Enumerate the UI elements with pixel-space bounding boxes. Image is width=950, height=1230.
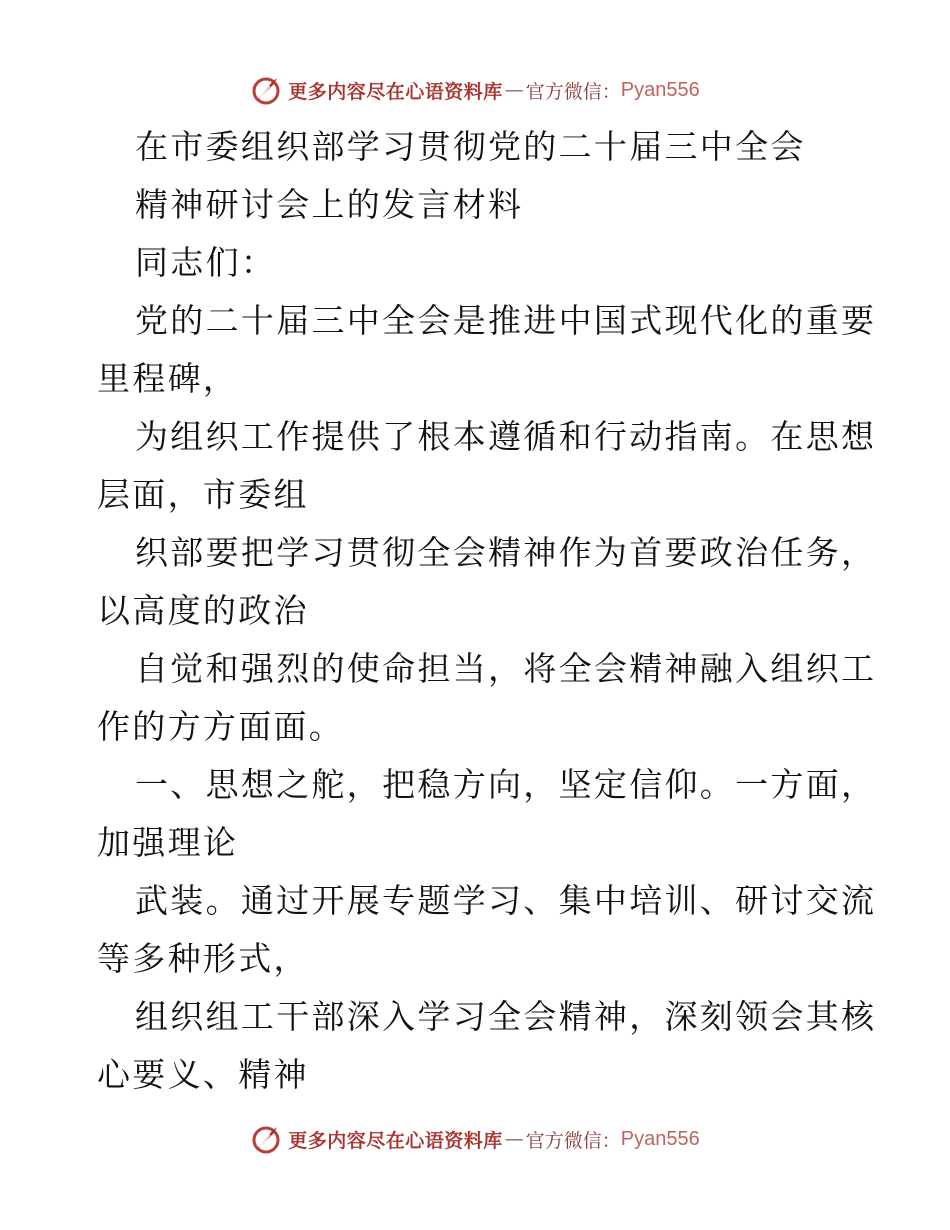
text-line: 心要义、精神 [97,1055,309,1094]
header-wechat-id: Pyan556 [620,78,700,101]
text-line: 党的二十届三中全会是推进中国式现代化的重要 [135,301,877,340]
text-line: 武装。通过开展专题学习、集中培训、研讨交流 [135,881,877,920]
footer-wechat-id: Pyan556 [620,1127,700,1150]
quill-pen-logo-icon [250,74,282,106]
text-line: 一、思想之舵，把稳方向，坚定信仰。一方面， [135,765,877,804]
footer-banner [0,1119,950,1159]
text-line: 组织组工干部深入学习全会精神，深刻领会其核 [135,997,877,1036]
text-line: 加强理论 [97,823,239,862]
text-line: 以高度的政治 [97,591,309,630]
text-line: 作的方方面面。 [97,707,345,746]
footer-separator: — [504,1128,524,1150]
header-separator: — [504,79,524,101]
text-line: 精神研讨会上的发言材料 [135,185,524,224]
footer-brand-text: 更多内容尽在心语资料库 [288,1129,503,1152]
text-line: 织部要把学习贯彻全会精神作为首要政治任务， [135,533,877,572]
text-line: 层面，市委组 [97,475,309,514]
quill-pen-logo-icon [250,1123,282,1155]
document-body [97,118,877,1104]
footer-wechat-label: 官方微信： [525,1129,621,1152]
text-line: 等多种形式， [97,939,309,978]
header-wechat-label: 官方微信： [525,80,621,103]
text-line: 里程碑， [97,359,239,398]
header-banner [0,70,950,110]
header-brand-text: 更多内容尽在心语资料库 [288,80,503,103]
text-line: 自觉和强烈的使命担当，将全会精神融入组织工 [135,649,877,688]
text-line: 为组织工作提供了根本遵循和行动指南。在思想 [135,417,877,456]
text-line: 同志们： [135,243,277,282]
text-line: 在市委组织部学习贯彻党的二十届三中全会 [135,127,806,166]
